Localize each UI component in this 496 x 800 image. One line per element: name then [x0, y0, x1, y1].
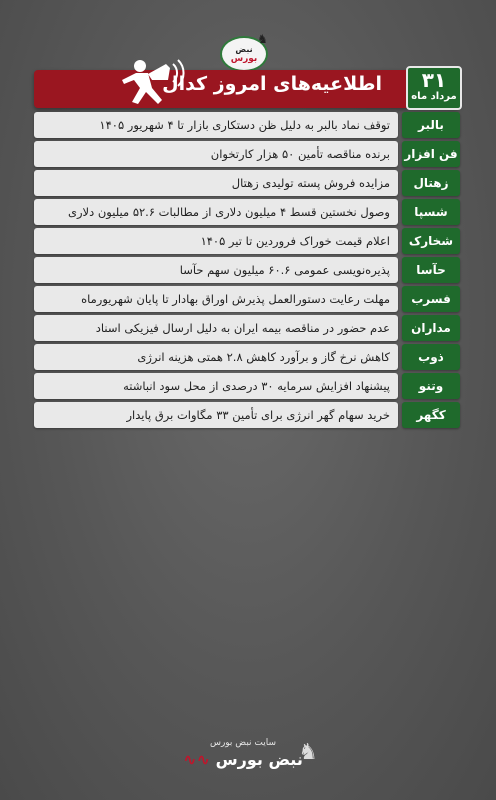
symbol-badge: مداران: [402, 315, 460, 341]
header-banner: [34, 70, 460, 108]
announcement-row[interactable]: [34, 344, 460, 370]
announcement-text: عدم حضور در مناقصه بیمه ایران به دلیل ارسال فیزیکی اسناد: [95, 321, 390, 335]
announcement-body: [34, 315, 398, 341]
logo-line2: بورس: [230, 53, 258, 64]
announcement-text: توقف نماد بالبر به دلیل ظن دستکاری بازار تا ۴ شهریور ۱۴۰۵: [99, 118, 390, 132]
announcement-body: [34, 141, 398, 167]
date-day: ۳۱: [421, 68, 447, 92]
date-month: مرداد ماه: [411, 91, 457, 102]
announcement-text: اعلام قیمت خوراک فروردین تا تیر ۱۴۰۵: [200, 234, 390, 248]
symbol-badge: بالبر: [402, 112, 460, 138]
announcement-text: پذیره‌نویسی عمومی ۶۰.۶ میلیون سهم حآسا: [179, 263, 390, 277]
symbol-badge: کگهر: [402, 402, 460, 428]
announcement-row[interactable]: [34, 286, 460, 312]
nabz-bourse-logo: [220, 32, 268, 72]
announcement-body: [34, 257, 398, 283]
footer-brand: [183, 738, 320, 778]
footer-brand-text: نبض بورس: [215, 750, 303, 769]
announcement-row[interactable]: [34, 141, 460, 167]
announcement-body: [34, 373, 398, 399]
symbol-badge: شخارک: [402, 228, 460, 254]
announcement-row[interactable]: [34, 170, 460, 196]
bull-icon: ♞: [257, 32, 268, 46]
announcement-text: وصول نخستین قسط ۴ میلیون دلاری از مطالبات ۵۲.۶ میلیون دلاری: [67, 205, 390, 219]
symbol-badge: حآسا: [402, 257, 460, 283]
announcements-list: [34, 112, 460, 431]
announcement-body: [34, 112, 398, 138]
announcement-body: [34, 344, 398, 370]
footer-brand-name: [166, 750, 320, 769]
announcement-body: [34, 228, 398, 254]
pulse-wave-icon: ∿∿: [183, 750, 210, 769]
symbol-badge: شسپا: [402, 199, 460, 225]
announcement-body: [34, 402, 398, 428]
symbol-badge: ذوب: [402, 344, 460, 370]
date-badge: [406, 66, 462, 110]
announcement-text: پیشنهاد افزایش سرمایه ۳۰ درصدی از محل سود انباشته: [123, 379, 390, 393]
announcement-body: [34, 170, 398, 196]
announcement-body: [34, 286, 398, 312]
symbol-badge: وتنو: [402, 373, 460, 399]
announcement-text: مزایده فروش پسته تولیدی زهتال: [231, 176, 390, 190]
bull-icon: ♞: [298, 740, 318, 765]
page-title: اطلاعیه‌های امروز کدال: [162, 73, 382, 95]
symbol-badge: فن افزار: [402, 141, 460, 167]
logo-line1: نبض: [235, 44, 253, 54]
footer-site-label: سایت نبض بورس: [209, 738, 277, 748]
announcement-row[interactable]: [34, 315, 460, 341]
announcement-text: برنده مناقصه تأمین ۵۰ هزار کارتخوان: [210, 147, 390, 161]
announcement-row[interactable]: [34, 112, 460, 138]
announcement-row[interactable]: [34, 228, 460, 254]
announcement-row[interactable]: [34, 402, 460, 428]
announcement-row[interactable]: [34, 373, 460, 399]
symbol-badge: فسرب: [402, 286, 460, 312]
announcement-row[interactable]: [34, 199, 460, 225]
announcement-text: کاهش نرخ گاز و برآورد کاهش ۲.۸ همتی هزینه انرژی: [137, 350, 390, 364]
symbol-badge: زهتال: [402, 170, 460, 196]
announcement-text: مهلت رعایت دستورالعمل پذیرش اوراق بهادار تا پایان شهریورماه: [81, 292, 390, 306]
announcement-text: خرید سهام گهر انرژی برای تأمین ۳۳ مگاوات برق پایدار: [126, 408, 390, 422]
announcement-body: [34, 199, 398, 225]
announcement-row[interactable]: [34, 257, 460, 283]
